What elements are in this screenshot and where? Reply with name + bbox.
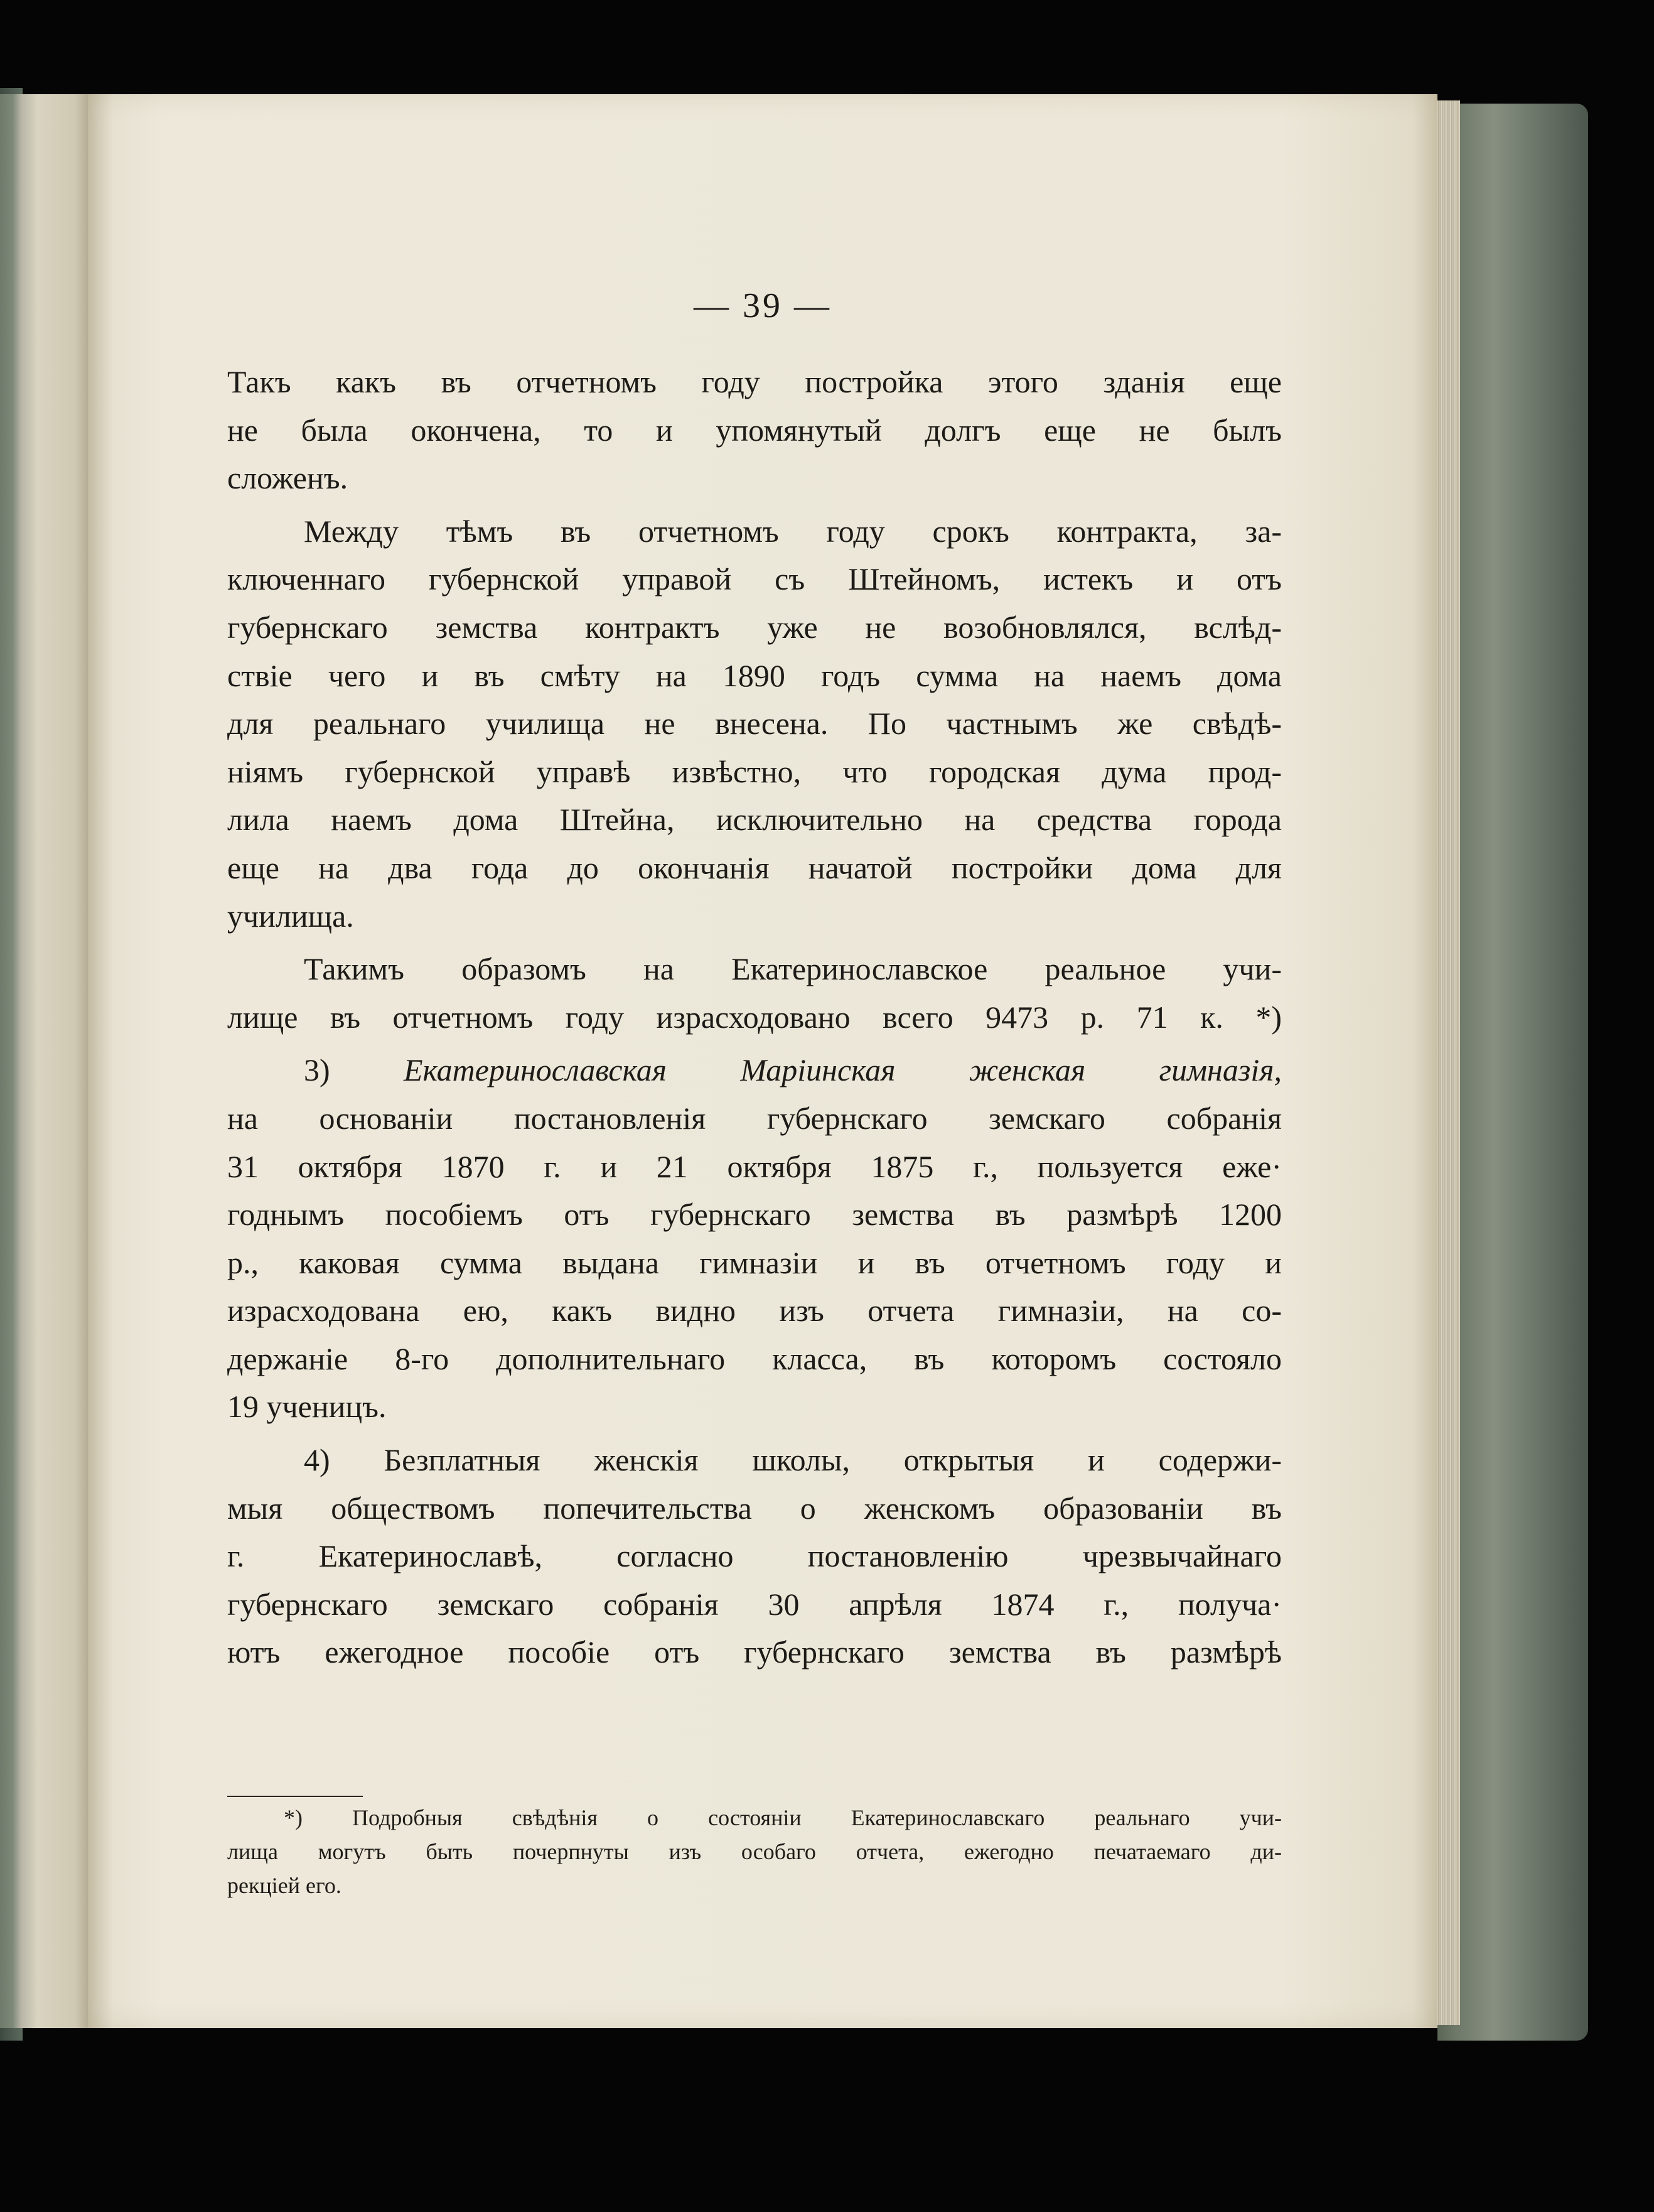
- text-line: не была окончена, то и упомянутый долгъ еще не былъ: [227, 412, 1282, 448]
- text-line: губернскаго земскаго собранія 30 апрѣля 1874 г., получа·: [227, 1586, 1282, 1622]
- page-number: — 39 —: [694, 286, 832, 325]
- text-line: лила наемъ дома Штейна, исключительно на средства города: [227, 802, 1282, 838]
- text-line: 19 ученицъ.: [227, 1389, 387, 1425]
- text-line: израсходована ею, какъ видно изъ отчета гимназіи, на со-: [227, 1293, 1282, 1329]
- text-line: годнымъ пособіемъ отъ губернскаго земства въ размѣрѣ 1200: [227, 1197, 1282, 1233]
- text-line: 31 октября 1870 г. и 21 октября 1875 г., пользуется еже·: [227, 1148, 1282, 1184]
- right-cover-edge: [1437, 104, 1588, 2041]
- text-line: мыя обществомъ попечительства о женскомъ образованіи въ: [227, 1490, 1282, 1526]
- text-line: училища.: [227, 898, 354, 934]
- text-line: ніямъ губернской управѣ извѣстно, что городская дума прод-: [227, 753, 1282, 789]
- footnote-line: рекціей его.: [227, 1873, 341, 1898]
- text-line: Такимъ образомъ на Екатеринославское реальное учи-: [304, 951, 1282, 987]
- text-line: сложенъ.: [227, 460, 348, 496]
- text-line: ютъ ежегодное пособіе отъ губернскаго земства въ размѣрѣ: [227, 1634, 1282, 1670]
- text-line: Между тѣмъ въ отчетномъ году срокъ контракта, за-: [304, 513, 1282, 549]
- paragraph-number: 3): [304, 1052, 330, 1088]
- text-line: лище въ отчетномъ году израсходовано всего 9473 р. 71 к. *): [227, 999, 1282, 1035]
- left-page-edge: [0, 94, 94, 2028]
- text-line: держаніе 8-го дополнительнаго класса, въ которомъ состояло: [227, 1341, 1282, 1376]
- text-line: Такъ какъ въ отчетномъ году постройка этого зданія еще: [227, 364, 1282, 399]
- footnote: [227, 1801, 1282, 1902]
- text-line: губернскаго земства контрактъ уже не возобновлялся, вслѣд-: [227, 609, 1282, 645]
- text-line: ствіе чего и въ смѣту на 1890 годъ сумма на наемъ дома: [227, 657, 1282, 693]
- text-line: г. Екатеринославѣ, согласно постановленію чрезвычайнаго: [227, 1538, 1282, 1574]
- text-line: для реальнаго училища не внесена. По частнымъ же свѣдѣ-: [227, 706, 1282, 742]
- footnote-line: лища могутъ быть почерпнуты изъ особаго отчета, ежегодно печатаемаго ди-: [227, 1839, 1282, 1864]
- text-line: 4) Безплатныя женскія школы, открытыя и содержи-: [304, 1442, 1282, 1478]
- text-line: еще на два года до окончанія начатой постройки дома для: [227, 850, 1282, 885]
- text-line: р., каковая сумма выдана гимназіи и въ отчетномъ году и: [227, 1244, 1282, 1280]
- footnote-line: *) Подробныя свѣдѣнія о состояніи Екатеринославскаго реальнаго учи-: [284, 1805, 1282, 1830]
- text-line: ключеннаго губернской управой съ Штейномъ, истекъ и отъ: [227, 561, 1282, 597]
- text-line: на основаніи постановленія губернскаго земскаго собранія: [227, 1100, 1282, 1136]
- footnote-rule: [227, 1796, 363, 1797]
- book-page: [88, 94, 1437, 2028]
- body-text: [227, 358, 1282, 1676]
- gymnasium-title: Екатеринославская Маріинская женская гимназія,: [403, 1052, 1282, 1088]
- text-line-heading: [227, 1046, 1282, 1094]
